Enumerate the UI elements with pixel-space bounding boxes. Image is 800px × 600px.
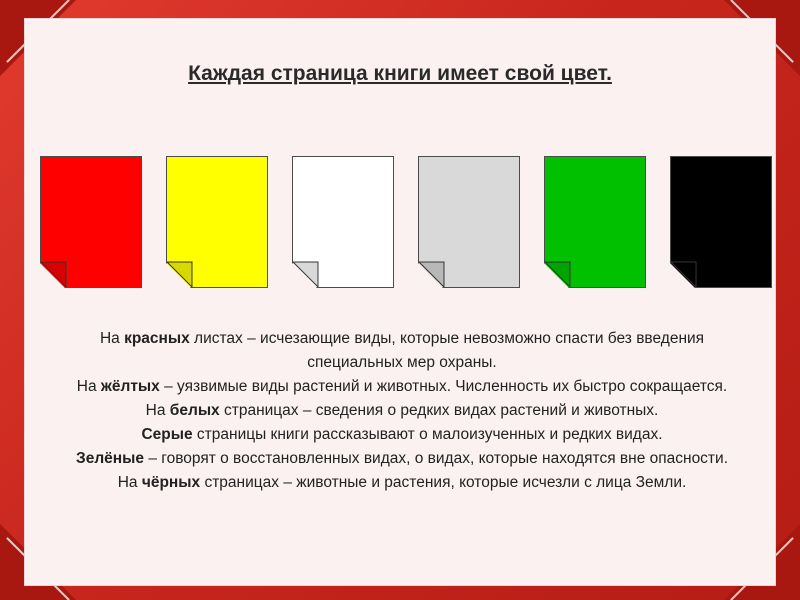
page-fold-icon [419,261,445,287]
yellow-description: На жёлтых – уязвимые виды растений и животных. Численность их быстро сокращается. [76,378,728,395]
gray-description: Серые страницы книги рассказывают о малоизученных и редких видах. [141,426,663,443]
page-fold-icon [545,261,571,287]
page-fold-icon [167,261,193,287]
page-fold-icon [293,261,319,287]
red-page [40,156,142,288]
yellow-page [166,156,268,288]
green-description: Зелёные – говорят о восстановленных видах, о видах, которые находятся вне опасности. [76,450,728,467]
white-description: На белых страницах – сведения о редких видах растений и животных. [145,402,659,419]
page-fold-icon [671,261,697,287]
white-page [292,156,394,288]
black-description: На чёрных страницах – животные и растения, которые исчезли с лица Земли. [117,474,687,491]
green-page [544,156,646,288]
slide-title: Каждая страница книги имеет свой цвет. [188,62,612,85]
page-fold-icon [41,261,67,287]
color-pages-row [40,156,760,291]
content-panel [24,18,776,586]
red-description: На красных листах – исчезающие виды, которые невозможно спасти без введения специальных мер охраны. [99,330,705,371]
black-page [670,156,772,288]
description-text [52,327,752,495]
gray-page [418,156,520,288]
